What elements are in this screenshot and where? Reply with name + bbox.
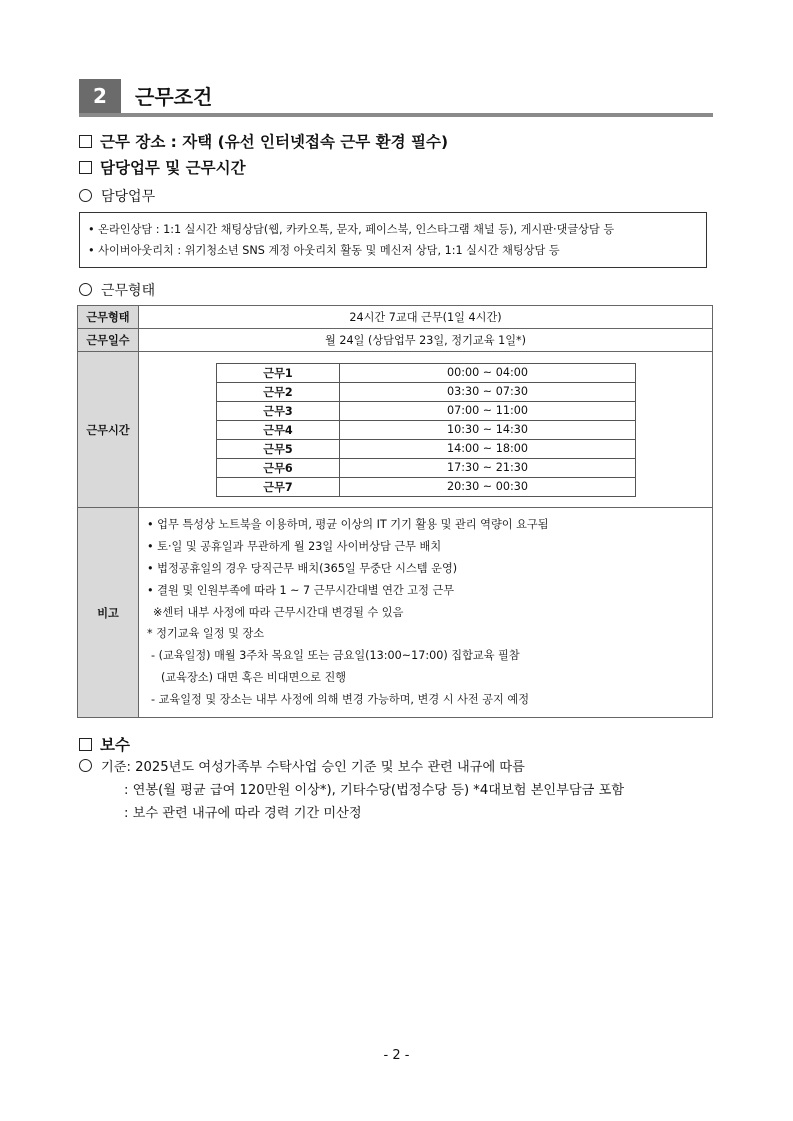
duty-box (79, 212, 707, 268)
note-item: • 결원 및 인원부족에 따라 1 ~ 7 근무시간대별 연간 고정 근무 (147, 583, 455, 597)
note-cell (139, 508, 713, 718)
duty-item: • 사이버아웃리치 : 위기청소년 SNS 계정 아웃리치 활동 및 메신저 상담, 1:1 실시간 채팅상담 등 (88, 244, 560, 257)
table-row (78, 352, 713, 508)
shift-time: 14:00 ~ 18:00 (340, 439, 636, 458)
shift-time: 03:30 ~ 07:30 (340, 382, 636, 401)
duty-hours-text: 담당업무 및 근무시간 (100, 159, 246, 177)
days-label: 근무일수 (78, 329, 139, 352)
duty-hours-heading (79, 156, 246, 178)
pay-line: : 연봉(월 평균 급여 120만원 이상*), 기타수당(법정수당 등) *4대보험 본인부담금 포함 (124, 783, 625, 798)
shift-row (217, 401, 636, 420)
days-value: 월 24일 (상담업무 23일, 정기교육 1일*) (139, 329, 713, 352)
shift-time: 00:00 ~ 04:00 (340, 363, 636, 382)
pay-heading (79, 733, 130, 755)
checkbox-square-icon (79, 161, 92, 174)
circle-bullet-icon (79, 283, 92, 296)
note-label: 비고 (78, 508, 139, 718)
section-header (79, 79, 713, 117)
pay-line (79, 756, 525, 779)
shift-time: 20:30 ~ 00:30 (340, 477, 636, 496)
note-item: • 업무 특성상 노트북을 이용하며, 평균 이상의 IT 기기 활용 및 관리 역량이 요구됨 (147, 518, 549, 532)
circle-bullet-icon (79, 189, 92, 202)
shift-name: 근무5 (217, 439, 340, 458)
table-row (78, 306, 713, 329)
work-type-subheading-text: 근무형태 (101, 283, 156, 299)
shift-name: 근무4 (217, 420, 340, 439)
shift-name: 근무6 (217, 458, 340, 477)
shift-time: 10:30 ~ 14:30 (340, 420, 636, 439)
note-list (139, 508, 712, 716)
work-conditions-table (77, 305, 713, 718)
checkbox-square-icon (79, 738, 92, 751)
checkbox-square-icon (79, 135, 92, 148)
shift-row (217, 439, 636, 458)
hours-label: 근무시간 (78, 352, 139, 508)
shift-time: 17:30 ~ 21:30 (340, 458, 636, 477)
shift-time: 07:00 ~ 11:00 (340, 401, 636, 420)
shift-row (217, 420, 636, 439)
note-item: ※센터 내부 사정에 따라 근무시간대 변경될 수 있음 (153, 605, 404, 619)
shift-name: 근무3 (217, 401, 340, 420)
shift-name: 근무2 (217, 382, 340, 401)
shift-row (217, 363, 636, 382)
type-label: 근무형태 (78, 306, 139, 329)
table-row (78, 329, 713, 352)
pay-line: : 보수 관련 내규에 따라 경력 기간 미산정 (124, 806, 362, 821)
pay-line-text: 기준: 2025년도 여성가족부 수탁사업 승인 기준 및 보수 관련 내규에 따름 (101, 760, 525, 775)
section-divider (79, 113, 713, 117)
hours-cell (139, 352, 713, 508)
circle-bullet-icon (79, 759, 92, 772)
note-item: • 토·일 및 공휴일과 무관하게 월 23일 사이버상담 근무 배치 (147, 540, 442, 554)
work-type-subheading (79, 280, 155, 300)
shift-name: 근무1 (217, 363, 340, 382)
work-place-heading (79, 130, 448, 152)
shift-table (216, 363, 636, 497)
note-item: (교육장소) 대면 혹은 비대면으로 진행 (161, 670, 347, 684)
table-row (78, 508, 713, 718)
shift-row (217, 477, 636, 496)
pay-heading-text: 보수 (100, 736, 130, 754)
note-item: * 정기교육 일정 및 장소 (147, 627, 265, 641)
duty-item: • 온라인상담 : 1:1 실시간 채팅상담(웹, 카카오톡, 문자, 페이스북, 인스타그램 채널 등), 게시판·댓글상담 등 (88, 223, 615, 236)
section-number: 2 (79, 79, 121, 113)
section-title: 근무조건 (135, 85, 213, 109)
note-item: - (교육일정) 매월 3주차 목요일 또는 금요일(13:00~17:00) 집합교육 필참 (151, 649, 520, 663)
page-number: - 2 - (383, 1048, 410, 1063)
duty-subheading-text: 담당업무 (101, 189, 156, 205)
shift-name: 근무7 (217, 477, 340, 496)
work-place-text: 근무 장소 : 자택 (유선 인터넷접속 근무 환경 필수) (100, 133, 449, 151)
note-item: • 법정공휴일의 경우 당직근무 배치(365일 무중단 시스템 운영) (147, 562, 458, 575)
note-item: - 교육일정 및 장소는 내부 사정에 의해 변경 가능하며, 변경 시 사전 공지 예정 (151, 692, 530, 706)
duty-subheading (79, 186, 155, 206)
type-value: 24시간 7교대 근무(1일 4시간) (139, 306, 713, 329)
shift-row (217, 382, 636, 401)
shift-row (217, 458, 636, 477)
